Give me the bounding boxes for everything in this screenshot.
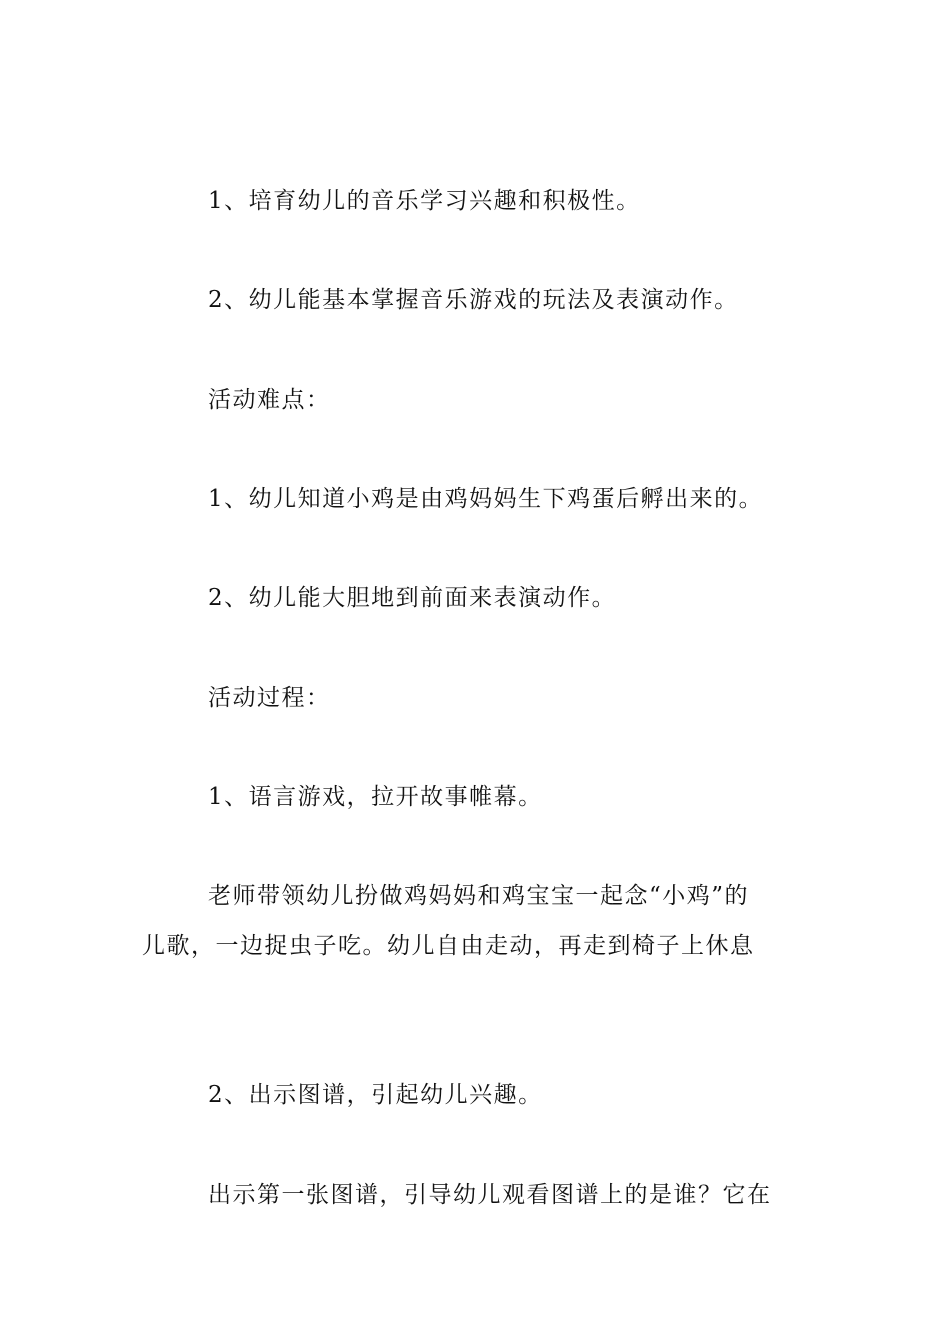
section-heading-difficulties: 活动难点： (208, 387, 331, 413)
objective-1: 1、培育幼儿的音乐学习兴趣和积极性。 (208, 188, 641, 214)
difficulty-1: 1、幼儿知道小鸡是由鸡妈妈生下鸡蛋后孵出来的。 (208, 486, 764, 512)
section-heading-process: 活动过程： (208, 685, 331, 711)
objective-2: 2、幼儿能基本掌握音乐游戏的玩法及表演动作。 (208, 287, 739, 313)
process-step-1: 1、语言游戏，拉开故事帷幕。 (208, 784, 543, 810)
difficulty-2: 2、幼儿能大胆地到前面来表演动作。 (208, 585, 617, 611)
process-step-2: 2、出示图谱，引起幼儿兴趣。 (208, 1082, 543, 1108)
paragraph-line: 儿歌，一边捉虫子吃。幼儿自由走动，再走到椅子上休息 (142, 933, 755, 959)
paragraph-line: 老师带领幼儿扮做鸡妈妈和鸡宝宝一起念“小鸡”的 (208, 883, 750, 909)
paragraph-line: 出示第一张图谱，引导幼儿观看图谱上的是谁？它在 (208, 1182, 772, 1208)
